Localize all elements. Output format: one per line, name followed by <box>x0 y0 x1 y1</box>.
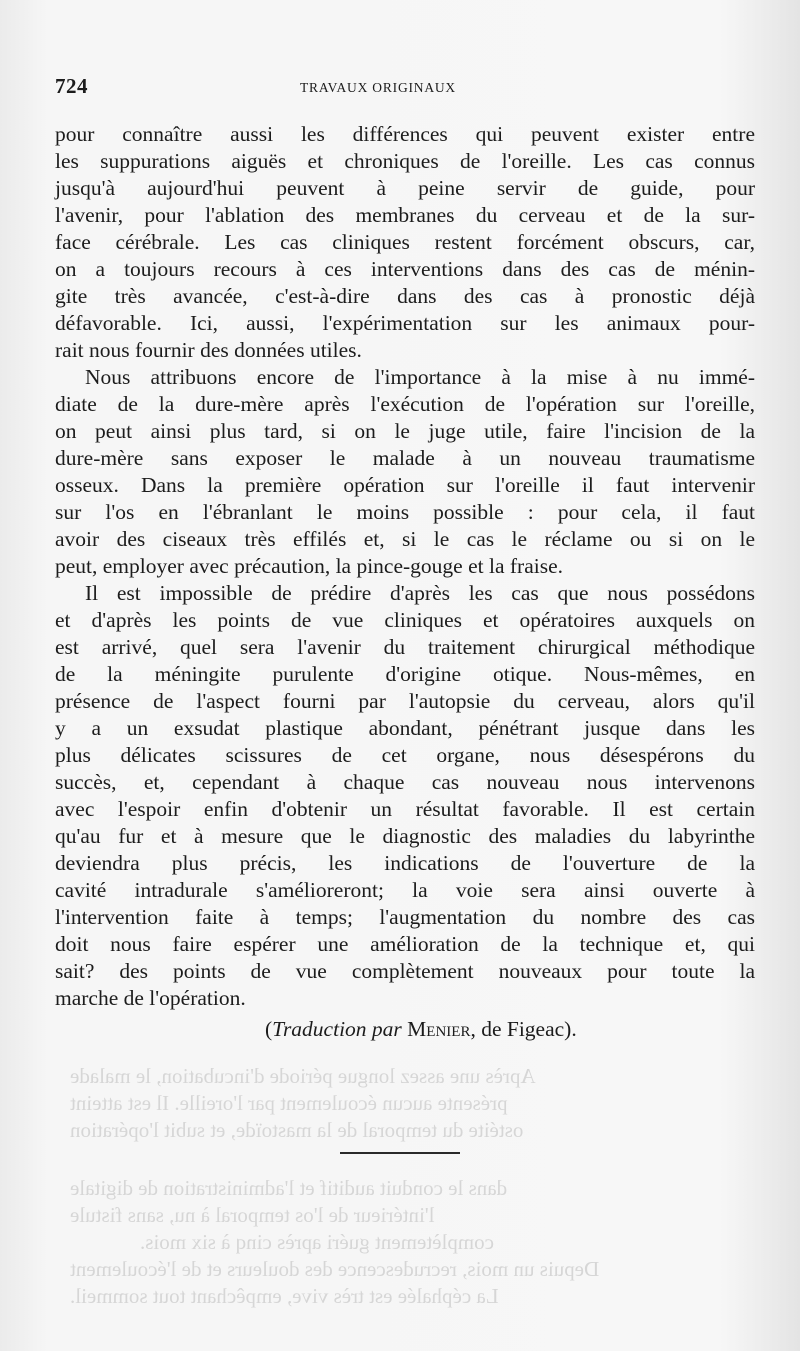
text-line: plus délicates scissures de cet organe, nous désespérons du <box>55 743 755 767</box>
credit-rest: , de Figeac). <box>470 1017 577 1041</box>
section-rule <box>340 1152 460 1154</box>
text-line: qu'au fur et à mesure que le diagnostic des maladies du labyrinthe <box>55 824 755 848</box>
page-number: 724 <box>55 74 88 98</box>
text-line: deviendra plus précis, les indications de l'ouverture de la <box>55 851 755 875</box>
text-line: les suppurations aiguës et chroniques de l'oreille. Les cas connus <box>55 149 755 173</box>
show-through-text: dans le conduit auditif et l'administration de digitale <box>70 1176 508 1200</box>
text-line: et d'après les points de vue cliniques et opératoires auxquels on <box>55 608 755 632</box>
text-line: pour connaître aussi les différences qui peuvent exister entre <box>55 122 755 146</box>
text-line: avoir des ciseaux très effilés et, si le cas le réclame ou si on le <box>55 527 755 551</box>
text-line: marche de l'opération. <box>55 986 246 1010</box>
text-line: l'intervention faite à temps; l'augmentation du nombre des cas <box>55 905 755 929</box>
text-line: Il est impossible de prédire d'après les cas que nous possédons <box>85 581 755 605</box>
show-through-text: Après une assez longue période d'incubation, le malade <box>70 1064 536 1088</box>
running-head: TRAVAUX ORIGINAUX <box>300 80 456 95</box>
credit-italic: Traduction par <box>272 1017 402 1041</box>
show-through-text: La céphalée est très vive, empêchant tout sommeil. <box>70 1284 499 1308</box>
text-line: jusqu'à aujourd'hui peuvent à peine servir de guide, pour <box>55 176 755 200</box>
text-line: avec l'espoir enfin d'obtenir un résultat favorable. Il est certain <box>55 797 755 821</box>
show-through-text: présente aucun écoulement par l'oreille. Il est atteint <box>70 1091 508 1115</box>
text-line: dure-mère sans exposer le malade à un nouveau traumatisme <box>55 446 755 470</box>
text-line: on a toujours recours à ces interventions dans des cas de ménin- <box>55 257 755 281</box>
text-line: est arrivé, quel sera l'avenir du traitement chirurgical méthodique <box>55 635 755 659</box>
text-line: doit nous faire espérer une amélioration de la technique et, qui <box>55 932 755 956</box>
text-line: sur l'os en l'ébranlant le moins possible : pour cela, il faut <box>55 500 755 524</box>
text-line: cavité intradurale s'amélioreront; la voie sera ainsi ouverte à <box>55 878 755 902</box>
show-through-text: complètement guéri après cinq à six mois. <box>140 1230 494 1254</box>
text-line: défavorable. Ici, aussi, l'expérimentation sur les animaux pour- <box>55 311 755 335</box>
text-line: de la méningite purulente d'origine otique. Nous-mêmes, en <box>55 662 755 686</box>
text-line: présence de l'aspect fourni par l'autopsie du cerveau, alors qu'il <box>55 689 755 713</box>
text-line: face cérébrale. Les cas cliniques restent forcément obscurs, car, <box>55 230 755 254</box>
show-through-text: ostéite du temporal de la mastoïde, et subit l'opération <box>70 1118 524 1142</box>
credit-open: ( <box>265 1017 273 1041</box>
text-line: on peut ainsi plus tard, si on le juge utile, faire l'incision de la <box>55 419 755 443</box>
show-through-text: Depuis un mois, recrudescence des douleurs et de l'écoulement <box>70 1257 600 1281</box>
credit-author: Menier <box>407 1017 471 1041</box>
text-line: y a un exsudat plastique abondant, pénétrant jusque dans les <box>55 716 755 740</box>
text-line: diate de la dure-mère après l'exécution de l'opération sur l'oreille, <box>55 392 755 416</box>
text-line: osseux. Dans la première opération sur l'oreille il faut intervenir <box>55 473 755 497</box>
text-line: gite très avancée, c'est-à-dire dans des cas à pronostic déjà <box>55 284 755 308</box>
text-line: rait nous fournir des données utiles. <box>55 338 362 362</box>
translation-credit <box>265 1016 685 1042</box>
text-line: succès, et, cependant à chaque cas nouveau nous intervenons <box>55 770 755 794</box>
text-line: Nous attribuons encore de l'importance à la mise à nu immé- <box>85 365 755 389</box>
show-through-text: l'intérieur de l'os temporal à nu, sans fistule <box>70 1203 435 1227</box>
text-line: l'avenir, pour l'ablation des membranes du cerveau et de la sur- <box>55 203 755 227</box>
text-line: sait? des points de vue complètement nouveaux pour toute la <box>55 959 755 983</box>
text-line: peut, employer avec précaution, la pince-gouge et la fraise. <box>55 554 564 578</box>
